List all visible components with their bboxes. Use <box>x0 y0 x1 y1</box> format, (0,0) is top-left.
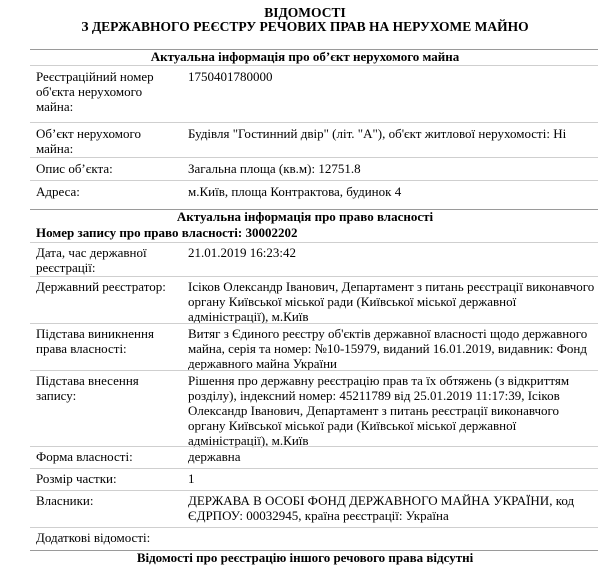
reg-number-label: Реєстраційний номер об'єкта нерухомого майна: <box>36 69 154 114</box>
additional-row <box>30 527 598 550</box>
date-value: 21.01.2019 16:23:42 <box>188 245 296 260</box>
entry-basis-row <box>30 370 598 446</box>
document-title: ВІДОМОСТІ <box>264 5 346 20</box>
basis-row <box>30 323 598 370</box>
address-row <box>30 180 598 209</box>
address-value: м.Київ, площа Контрактова, будинок 4 <box>188 184 402 199</box>
document-subtitle: З ДЕРЖАВНОГО РЕЄСТРУ РЕЧОВИХ ПРАВ НА НЕРУХОМЕ МАЙНО <box>81 19 529 34</box>
other-rights-heading: Відомості про реєстрацію іншого речового права відсутні <box>0 550 610 566</box>
date-label: Дата, час державної реєстрації: <box>36 245 147 275</box>
owners-label: Власники: <box>36 493 94 508</box>
share-row <box>30 468 598 490</box>
owners-value: ДЕРЖАВА В ОСОБІ ФОНД ДЕРЖАВНОГО МАЙНА УКРАЇНИ, код ЄДРПОУ: 00032945, країна реєстрації: Україна <box>188 493 575 523</box>
share-label: Розмір частки: <box>36 471 117 486</box>
reg-number-row <box>30 65 598 122</box>
additional-value <box>188 528 598 530</box>
address-label: Адреса: <box>36 184 80 199</box>
description-label: Опис об’єкта: <box>36 161 113 176</box>
description-row <box>30 157 598 180</box>
object-value: Будівля "Гостинний двір" (літ. "А"), об'єкт житлової нерухомості: Ні <box>188 126 567 141</box>
date-row <box>30 242 598 276</box>
record-number: Номер запису про право власності: 30002202 <box>36 225 298 240</box>
registrar-value: Ісіков Олександр Іванович, Департамент з питань реєстрації виконавчого органу Київської міської ради (Київської міської державної адміністрації), м.Київ <box>188 279 595 324</box>
entry-basis-value: Рішення про державну реєстрацію прав та їх обтяжень (з відкриттям розділу), індексний номер: 45211789 від 25.01.2019 11:17:39, Ісіков Олександр Іванович, Департамент з питань реєстрації виконавчого органу Київської міської ради (Київської міської державної адміністрації), м.Київ <box>188 373 570 448</box>
ownership-form-value: державна <box>188 449 241 464</box>
description-value: Загальна площа (кв.м): 12751.8 <box>188 161 361 176</box>
reg-number-value: 1750401780000 <box>188 69 273 84</box>
object-section-heading: Актуальна інформація про об’єкт нерухомого майна <box>0 49 610 65</box>
ownership-form-label: Форма власності: <box>36 449 133 464</box>
ownership-form-row <box>30 446 598 468</box>
object-label: Об’єкт нерухомого майна: <box>36 126 142 156</box>
document <box>0 6 610 566</box>
registrar-label: Державний реєстратор: <box>36 279 166 294</box>
owners-row <box>30 490 598 527</box>
basis-label: Підстава виникнення права власності: <box>36 326 154 356</box>
registrar-row <box>30 276 598 323</box>
share-value: 1 <box>188 471 195 486</box>
object-row <box>30 122 598 157</box>
additional-label: Додаткові відомості: <box>36 530 151 545</box>
ownership-section-heading: Актуальна інформація про право власності <box>0 209 610 225</box>
entry-basis-label: Підстава внесення запису: <box>36 373 139 403</box>
basis-value: Витяг з Єдиного реєстру об'єктів державної власності щодо державного майна, серія та номер: №10-15979, виданий 16.01.2019, видавник: Фонд державного майна України <box>188 326 588 371</box>
